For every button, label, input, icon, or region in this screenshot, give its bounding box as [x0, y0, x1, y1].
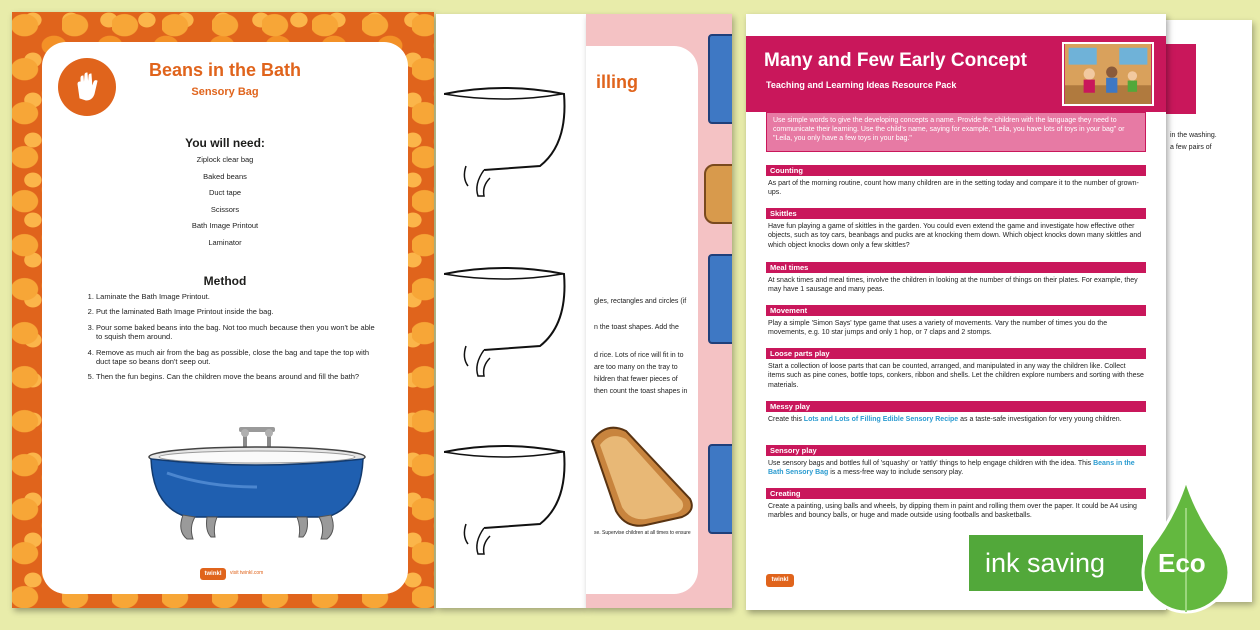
method-list	[82, 292, 382, 388]
section-loose-parts	[766, 348, 1146, 390]
filling-sheet	[586, 14, 732, 608]
list-item: Scissors	[210, 204, 240, 214]
bath-outline-icon	[444, 432, 576, 562]
section-body	[766, 499, 1146, 521]
body-text: is a mess-free way to include sensory play.	[828, 469, 964, 477]
section-heading: Counting	[766, 165, 1146, 176]
list-item: 3. Pour some baked beans into the bag. Not too much because then you won't be able to squish them around.	[96, 323, 382, 342]
text-fragment: are too many on the tray to	[594, 364, 678, 371]
section-skittles	[766, 208, 1146, 250]
list-item: Bath Image Printout	[191, 221, 259, 231]
footer-url: visit twinkl.com	[230, 570, 264, 576]
body-text: Create a painting, using balls and wheels, by dipping them in paint and rolling them over the paper. It could be A4 using marbles and bouncy balls, or huge and made outside using footballs and basketballs.	[768, 503, 1137, 520]
recipe-link[interactable]: Lots and Lots of Filling Edible Sensory Recipe	[803, 416, 959, 423]
page-title: illing	[596, 72, 638, 92]
intro-text: Use simple words to give the developing concepts a name. Provide the children with the language they need to communicate their learning. Use the child's name, saying for example, "Leila, you have lots of toys in your bag" or "Leila, you only have a few toys in your bag."	[766, 112, 1146, 152]
sensory-bag-link[interactable]: Beans in the Bath Sensory Bag	[768, 460, 1135, 477]
toast-icon	[586, 421, 698, 531]
section-body	[766, 359, 1146, 390]
ink-saving-badge: ink saving	[966, 532, 1146, 594]
section-movement	[766, 305, 1146, 338]
body-text: Create this	[768, 416, 804, 423]
list-item: 5. Then the fun begins. Can the children move the beans around and fill the bath?	[96, 372, 382, 381]
needs-list	[42, 152, 408, 252]
body-text: as a taste-safe investigation for very young children.	[958, 416, 1122, 423]
header-band	[746, 36, 1166, 112]
method-heading: Method	[203, 274, 247, 288]
text-fragment: in the washing.	[1170, 132, 1217, 139]
twinkl-logo: twinkl	[200, 568, 226, 580]
needs-heading: You will need:	[185, 136, 265, 150]
beans-bath-card	[42, 42, 408, 594]
body-text: As part of the morning routine, count how many children are in the setting today and compare it to the number of grown-ups.	[768, 180, 1139, 197]
section-heading: Meal times	[766, 262, 1146, 273]
text-fragment: n the toast shapes. Add the	[594, 324, 679, 331]
section-heading: Sensory play	[766, 445, 1146, 456]
section-body	[766, 316, 1146, 338]
list-item: Duct tape	[208, 188, 242, 198]
twinkl-logo: twinkl	[766, 574, 794, 587]
section-messy-play	[766, 401, 1146, 424]
page-title: Many and Few Early Concept	[764, 50, 1027, 71]
page-subtitle: Teaching and Learning Ideas Resource Pack	[766, 80, 957, 90]
bath-outline-sheet	[436, 14, 586, 608]
section-body	[766, 219, 1146, 250]
body-text: Start a collection of loose parts that can be counted, arranged, and manipulated in any way the children like. Collect items such as pine cones, bottle tops, conkers, ribbon and shells. Let the children explore numbers and sorting with these materials.	[768, 363, 1144, 389]
body-text: Have fun playing a game of skittles in the garden. You could even extend the game and investigate how effective other objects, such as toy cars, beanbags and pucks are at knocking them down. Which object knocks down many skittles and which object knocks down only a few skittles?	[768, 223, 1142, 249]
text-fragment: then count the toast shapes in	[594, 388, 688, 395]
text-fragment: gles, rectangles and circles (if	[594, 298, 687, 305]
body-text: At snack times and meal times, involve the children in looking at the number of things on their plates. For example, they may have 1 sausage and many peas.	[768, 277, 1138, 294]
text-fragment: hildren that fewer pieces of	[594, 376, 678, 383]
section-heading: Messy play	[766, 401, 1146, 412]
classroom-illustration-icon	[1062, 42, 1154, 106]
body-text: Use sensory bags and bottles full of 'squashy' or 'rattly' things to help engage children with the idea. This	[768, 460, 1094, 467]
list-item: Laminator	[208, 237, 242, 247]
many-few-sheet	[746, 14, 1166, 610]
bathtub-icon	[147, 427, 367, 547]
section-body	[766, 176, 1146, 198]
page-subtitle: Sensory Bag	[191, 86, 259, 98]
section-heading: Skittles	[766, 208, 1146, 219]
bath-outline-icon	[444, 74, 576, 204]
cereal-box-decoration	[708, 444, 732, 534]
beans-bath-sheet	[12, 12, 434, 608]
list-item: 4. Remove as much air from the bag as possible, close the bag and tape the top with duct tape so beans don't seep out.	[96, 348, 382, 367]
eco-label: Eco	[1158, 548, 1206, 578]
body-text: Play a simple 'Simon Says' type game that uses a variety of movements. Vary the number of times you do the movements, e.g. 10 star jumps and only 1 hop, or 7 claps and 2 stomps.	[768, 320, 1108, 337]
list-item: 2. Put the laminated Bath Image Printout inside the bag.	[96, 307, 382, 316]
section-heading: Movement	[766, 305, 1146, 316]
section-body	[766, 273, 1146, 295]
toast-decoration	[704, 164, 732, 224]
section-heading: Creating	[766, 488, 1146, 499]
list-item: 1. Laminate the Bath Image Printout.	[96, 292, 382, 301]
filling-card	[586, 46, 698, 594]
text-fragment: d rice. Lots of rice will fit in to	[594, 352, 684, 359]
section-body	[766, 456, 1146, 478]
text-fragment: se. Supervise children at all times to ensure	[594, 530, 691, 536]
section-counting	[766, 165, 1146, 198]
section-meal-times	[766, 262, 1146, 295]
section-sensory-play	[766, 445, 1146, 478]
list-item: Baked beans	[203, 171, 247, 181]
list-item: Ziplock clear bag	[196, 155, 254, 164]
text-fragment: a few pairs of	[1170, 144, 1212, 151]
page-title: Beans in the Bath	[148, 60, 302, 80]
bath-outline-icon	[444, 254, 576, 384]
section-heading: Loose parts play	[766, 348, 1146, 359]
cereal-box-decoration	[708, 34, 732, 124]
cereal-box-decoration	[708, 254, 732, 344]
section-body	[766, 412, 1146, 424]
section-creating	[766, 488, 1146, 521]
